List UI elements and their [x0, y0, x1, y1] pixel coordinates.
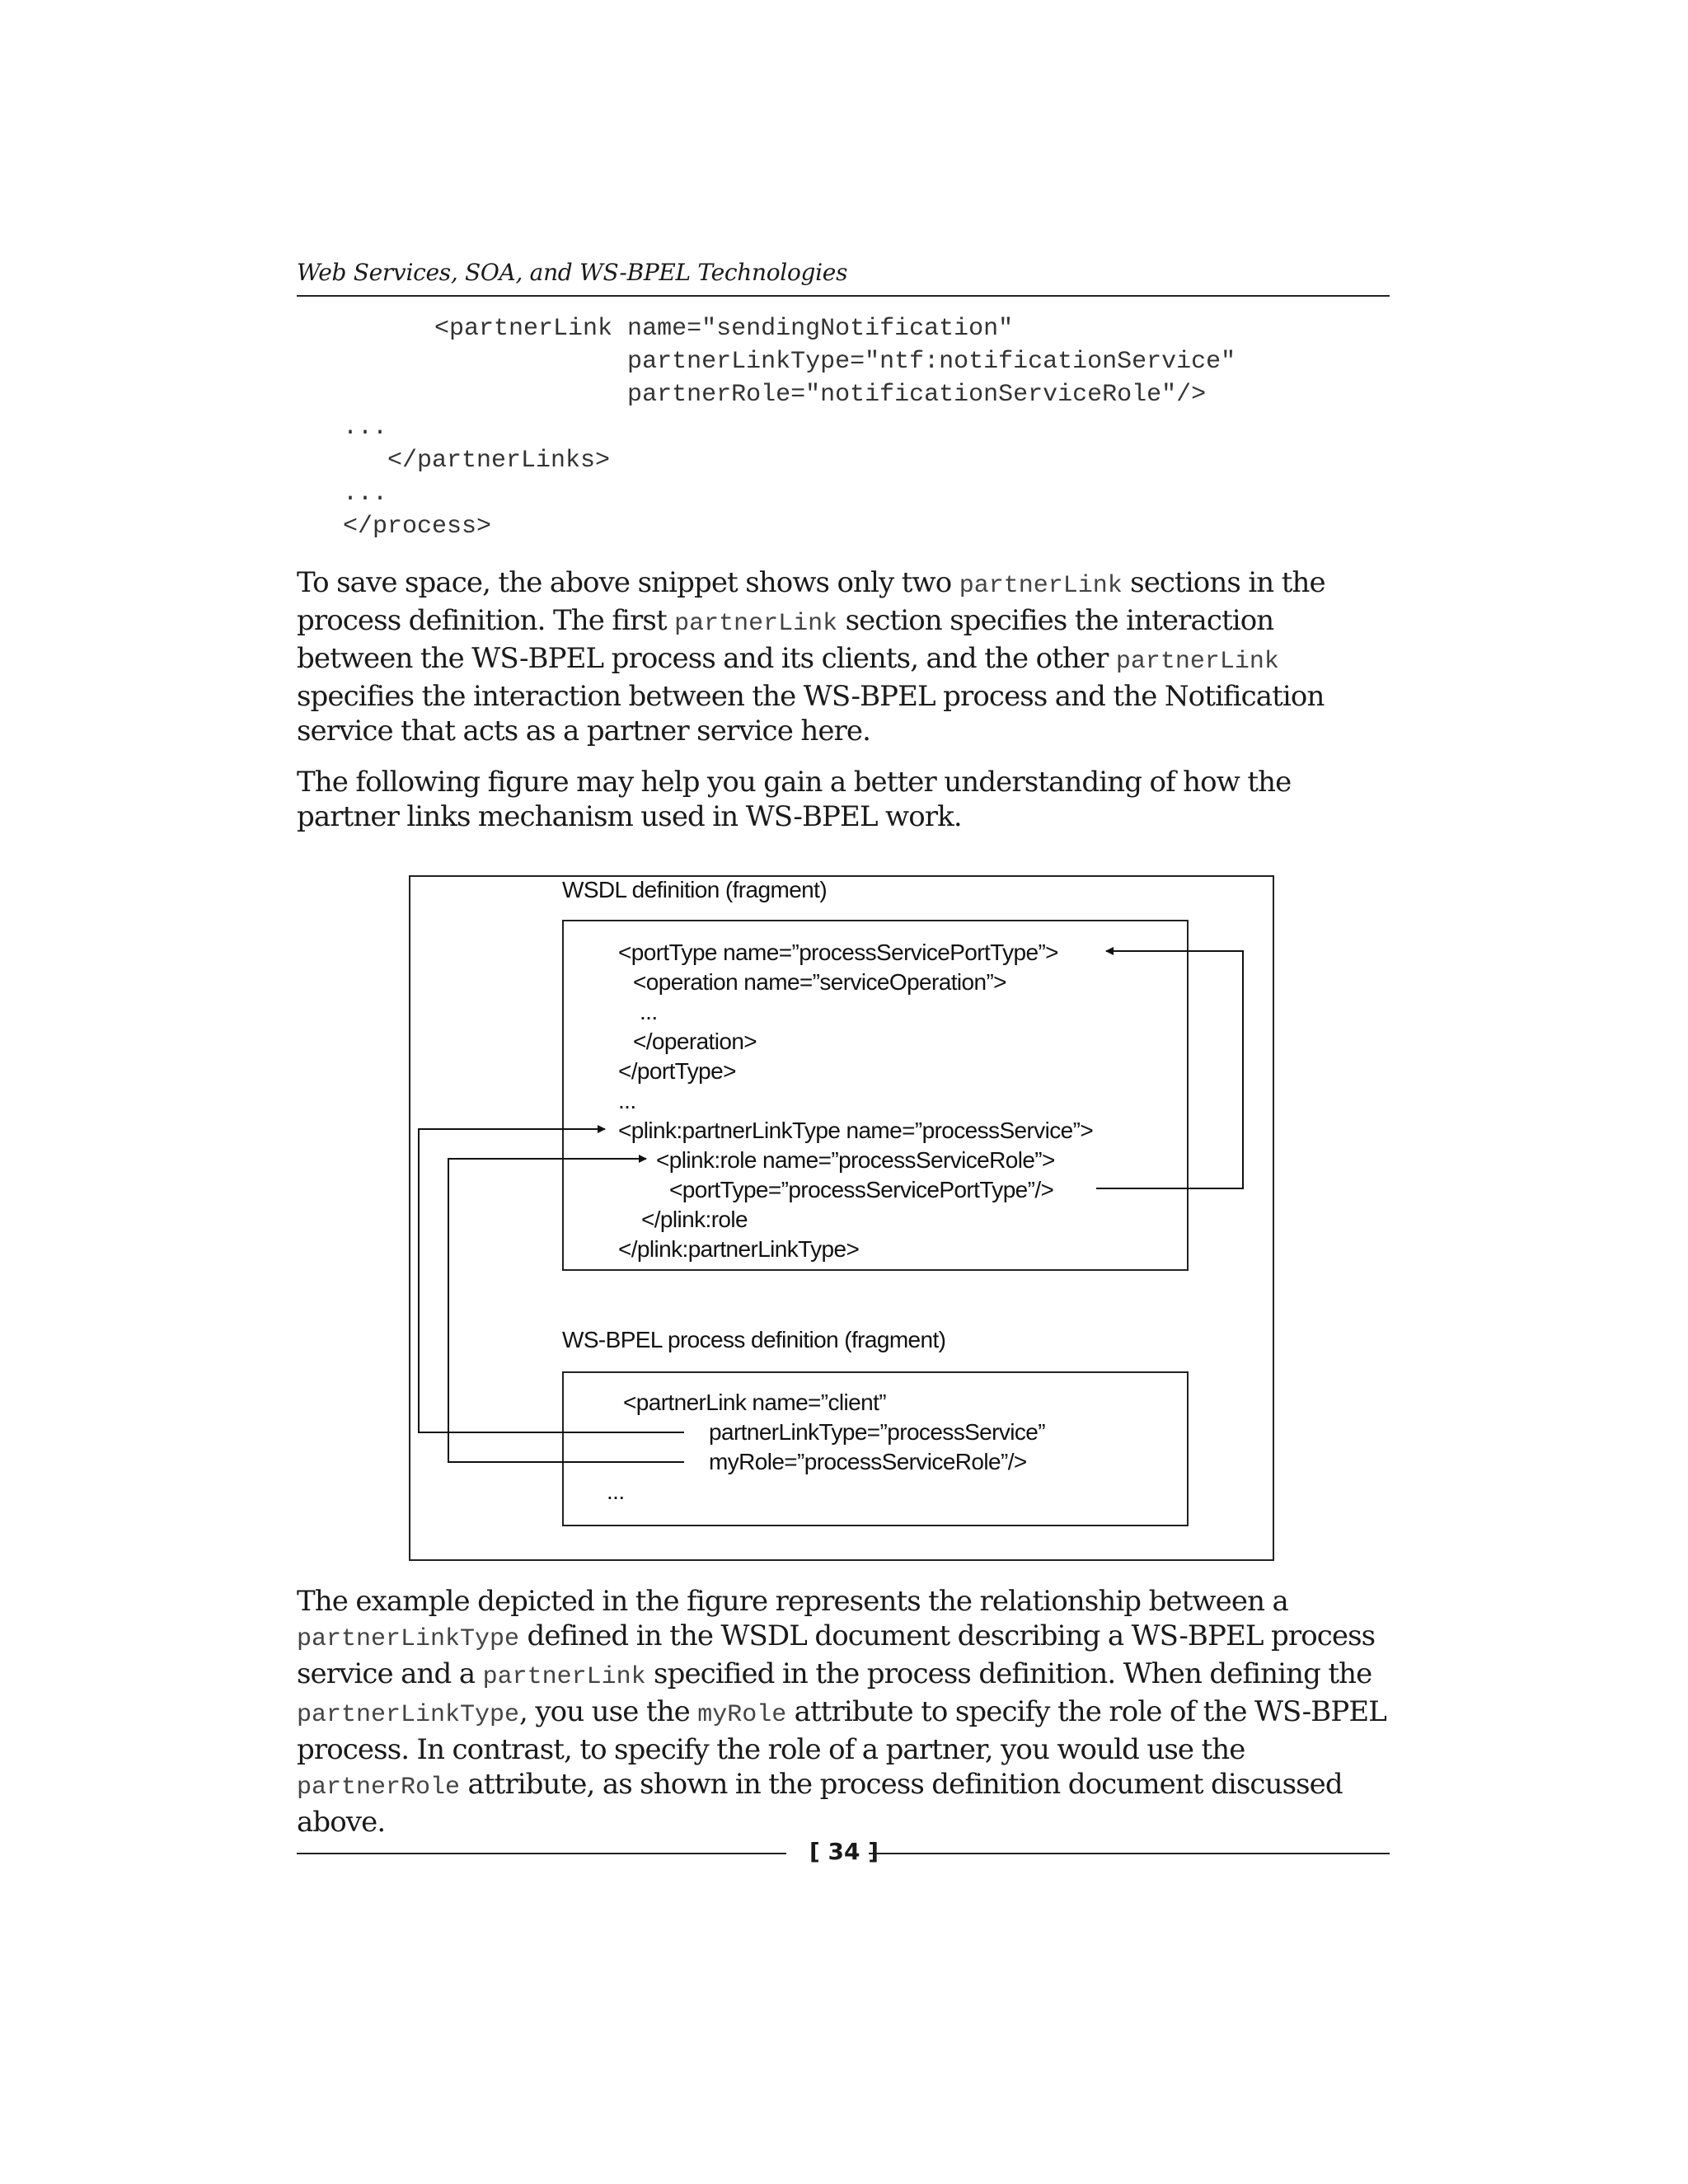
wsdl-line: </operation> [633, 1029, 757, 1054]
wsdl-line: <portType name=”processServicePortType”> [618, 940, 1058, 965]
para1-text: specifies the interaction between the WS-BPEL process and the Notification service that acts as a partner service here. [297, 680, 1325, 748]
code-line: </process> [343, 513, 492, 541]
body-paragraph-2: The following figure may help you gain a better understanding of how the partner links mechanism used in WS-BPEL work. [297, 766, 1292, 833]
arrow-to-porttype [1096, 951, 1243, 1188]
inline-code: partnerLink [482, 1663, 646, 1691]
inline-code: partnerLink [674, 610, 838, 638]
code-line: partnerLinkType="ntf:notificationService" [316, 348, 1236, 376]
inline-code: partnerRole [297, 1774, 461, 1802]
inline-code: partnerLinkType [297, 1625, 520, 1653]
arrow-to-partnerlinktype [419, 1129, 684, 1432]
para1-text: To save space, the above snippet shows only two [297, 566, 959, 599]
code-line: ... [343, 414, 388, 442]
arrow-to-plink-role [448, 1159, 684, 1462]
para1-text: section specifies the interaction between the WS-BPEL process and its clients, and the other [297, 604, 1274, 675]
page-number: [ 34 ] [809, 1838, 879, 1865]
para3-text: The example depicted in the figure represents the relationship between a [297, 1585, 1288, 1618]
wsdl-line: </plink:role [641, 1207, 748, 1232]
footer-rule-left [297, 1853, 786, 1854]
wsdl-line: <plink:role name=”processServiceRole”> [656, 1147, 1055, 1173]
wsdl-line: </portType> [618, 1058, 736, 1084]
running-head: Web Services, SOA, and WS-BPEL Technologies [297, 259, 848, 286]
para1-text: sections in the process definition. The first [297, 566, 1325, 637]
bpel-line: myRole=”processServiceRole”/> [709, 1449, 1027, 1474]
wsdl-line: ... [618, 1088, 636, 1113]
wsdl-title: WSDL definition (fragment) [562, 877, 828, 902]
inline-code: partnerLink [1115, 648, 1279, 676]
para3-text: , you use the [519, 1695, 698, 1728]
code-line: </partnerLinks> [343, 447, 611, 475]
wsdl-line: <portType=”processServicePortType”/> [669, 1177, 1054, 1202]
para3-text: defined in the WSDL document describing a WS-BPEL process service and a [297, 1619, 1376, 1690]
code-line: partnerRole="notificationServiceRole"/> [316, 381, 1207, 409]
code-line: <partnerLink name="sendingNotification" [316, 315, 1014, 343]
body-paragraph-3 [297, 1584, 1393, 1840]
code-line: ... [343, 480, 388, 508]
bpel-line: ... [607, 1479, 625, 1504]
wsdl-line: </plink:partnerLinkType> [618, 1236, 860, 1262]
wsdl-line: ... [640, 999, 658, 1024]
inline-code: myRole [697, 1701, 787, 1729]
bpel-title: WS-BPEL process definition (fragment) [562, 1327, 946, 1352]
bpel-line: <partnerLink name=”client” [623, 1390, 887, 1415]
wsdl-line: <operation name=”serviceOperation”> [633, 969, 1006, 995]
inline-code: partnerLink [959, 572, 1123, 600]
para3-text: attribute, as shown in the process definition document discussed above. [297, 1768, 1343, 1839]
bpel-line: partnerLinkType=”processService” [709, 1419, 1045, 1445]
inline-code: partnerLinkType [297, 1701, 520, 1729]
footer-rule-right [869, 1853, 1390, 1854]
para3-text: attribute to specify the role of the WS-BPEL process. In contrast, to specify the role of a partner, you would use the [297, 1695, 1386, 1766]
para3-text: specified in the process definition. When defining the [645, 1657, 1372, 1690]
wsdl-line: <plink:partnerLinkType name=”processService”> [618, 1118, 1094, 1143]
